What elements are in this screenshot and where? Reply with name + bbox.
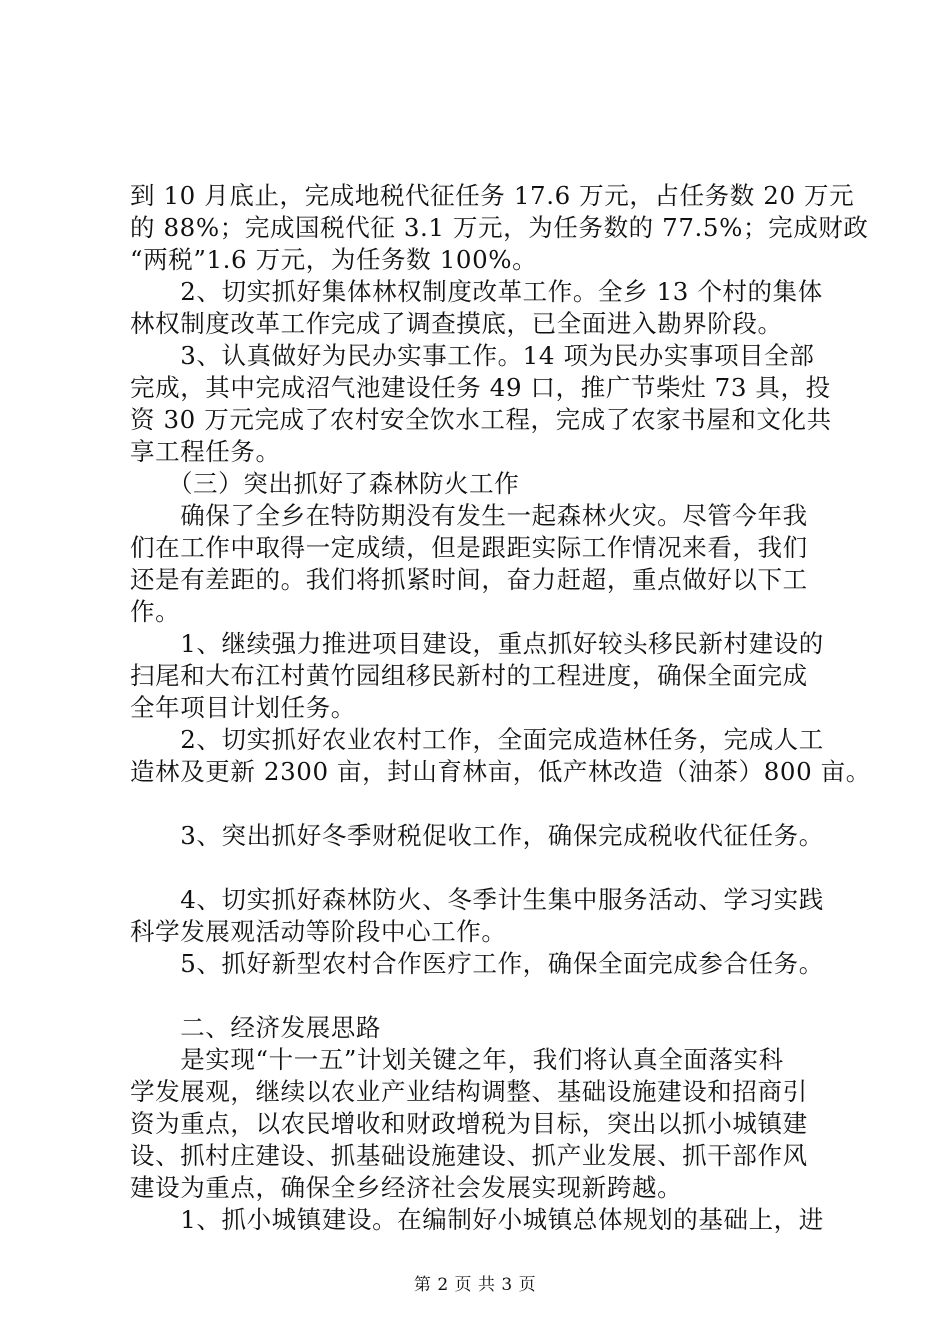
body-text-line: 3、认真做好为民办实事工作。14 项为民办实事项目全部 bbox=[130, 341, 815, 370]
body-text-line: 科学发展观活动等阶段中心工作。 bbox=[130, 917, 507, 946]
body-text-line: 造林及更新 2300 亩，封山育林亩，低产林改造（油茶）800 亩。 bbox=[130, 757, 871, 786]
body-text-line: 建设为重点，确保全乡经济社会发展实现新跨越。 bbox=[130, 1173, 683, 1202]
body-text-line: 2、切实抓好农业农村工作，全面完成造林任务，完成人工 bbox=[130, 725, 824, 754]
body-text-line: 确保了全乡在特防期没有发生一起森林火灾。尽管今年我 bbox=[130, 501, 808, 530]
body-text-line: 作。 bbox=[130, 597, 181, 626]
body-text-line: 5、抓好新型农村合作医疗工作，确保全面完成参合任务。 bbox=[130, 949, 824, 978]
body-text-line: “两税”1.6 万元，为任务数 100%。 bbox=[130, 245, 538, 274]
body-text-line: 资为重点，以农民增收和财政增税为目标，突出以抓小城镇建 bbox=[130, 1109, 808, 1138]
body-text-line: 完成，其中完成沼气池建设任务 49 口，推广节柴灶 73 具，投 bbox=[130, 373, 831, 402]
body-text-line: 全年项目计划任务。 bbox=[130, 693, 356, 722]
body-text-line: 4、切实抓好森林防火、冬季计生集中服务活动、学习实践 bbox=[130, 885, 824, 914]
body-text-line: 1、抓小城镇建设。在编制好小城镇总体规划的基础上，进 bbox=[130, 1205, 824, 1234]
section-heading: （三）突出抓好了森林防火工作 bbox=[130, 469, 520, 498]
body-text-line: 的 88%；完成国税代征 3.1 万元，为任务数的 77.5%；完成财政 bbox=[130, 213, 869, 242]
body-text-line: 林权制度改革工作完成了调查摸底，已全面进入勘界阶段。 bbox=[130, 309, 783, 338]
body-text-line: 们在工作中取得一定成绩，但是跟距实际工作情况来看，我们 bbox=[130, 533, 808, 562]
body-text-line: 设、抓村庄建设、抓基础设施建设、抓产业发展、抓干部作风 bbox=[130, 1141, 808, 1170]
section-heading: 二、经济发展思路 bbox=[130, 1013, 381, 1042]
body-text-line: 是实现“十一五”计划关键之年，我们将认真全面落实科 bbox=[130, 1045, 784, 1074]
body-text-line: 学发展观，继续以农业产业结构调整、基础设施建设和招商引 bbox=[130, 1077, 808, 1106]
body-text-line: 还是有差距的。我们将抓紧时间，奋力赶超，重点做好以下工 bbox=[130, 565, 808, 594]
body-text-line: 扫尾和大布江村黄竹园组移民新村的工程进度，确保全面完成 bbox=[130, 661, 808, 690]
body-text-line: 到 10 月底止，完成地税代征任务 17.6 万元，占任务数 20 万元 bbox=[130, 181, 855, 210]
body-text-line: 享工程任务。 bbox=[130, 437, 281, 466]
page-footer: 第 2 页 共 3 页 bbox=[413, 1275, 537, 1295]
body-text-line: 2、切实抓好集体林权制度改革工作。全乡 13 个村的集体 bbox=[130, 277, 823, 306]
body-text-line: 资 30 万元完成了农村安全饮水工程，完成了农家书屋和文化共 bbox=[130, 405, 832, 434]
body-text-line: 1、继续强力推进项目建设，重点抓好较头移民新村建设的 bbox=[130, 629, 824, 658]
body-text-line: 3、突出抓好冬季财税促收工作，确保完成税收代征任务。 bbox=[130, 821, 824, 850]
